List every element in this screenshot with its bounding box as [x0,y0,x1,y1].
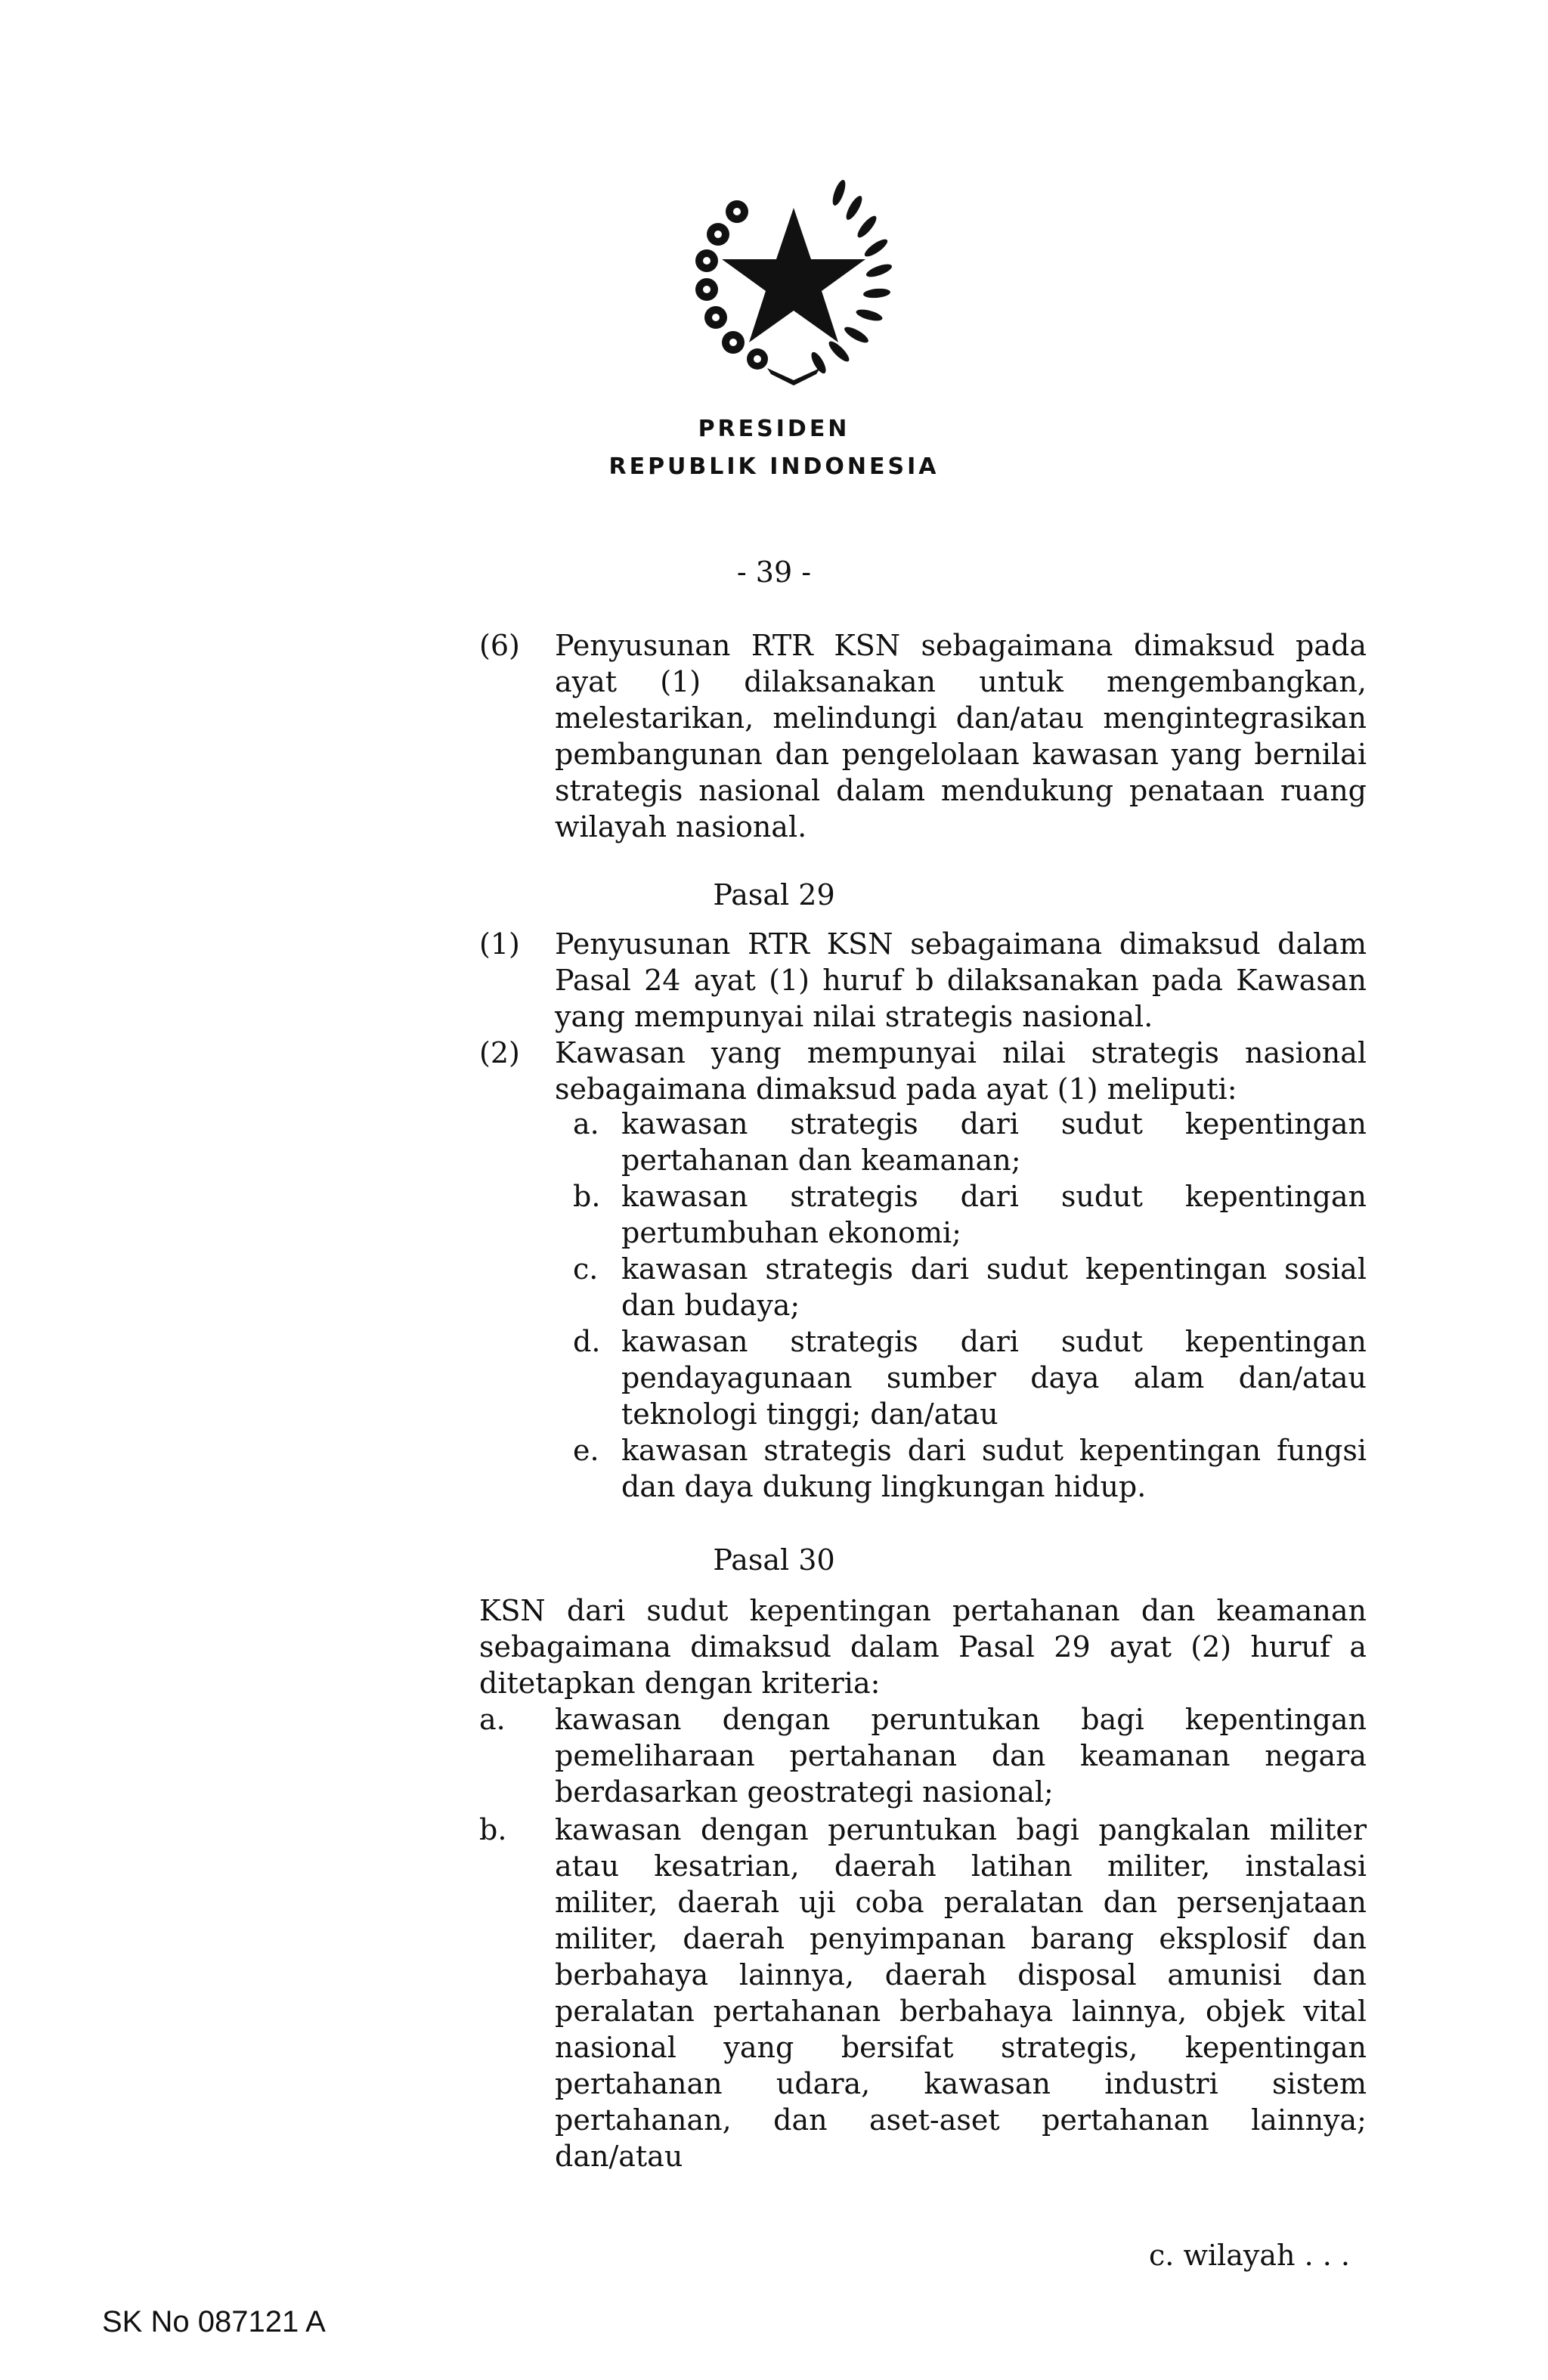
subitem-line: teknologi tinggi; dan/atau [621,1397,998,1431]
sk-number: SK No 087121 A [102,2305,326,2338]
subitem-marker: e. [573,1434,599,1467]
section-6-line: wilayah nasional. [555,810,807,843]
pasal-29-item-2-line: sebagaimana dimaksud pada ayat (1) meliputi: [555,1072,1237,1106]
subitem-marker: d. [573,1325,601,1358]
subitem-line: kawasan strategis dari sudut kepentingan [621,1180,1367,1213]
pasal-30-heading: Pasal 30 [713,1543,835,1577]
subitem-marker: c. [573,1252,599,1286]
pasal-30-item-b-line: militer, daerah penyimpanan barang eksplosif dan [555,1922,1367,1955]
pasal-30-intro-line: sebagaimana dimaksud dalam Pasal 29 ayat (2) huruf a [479,1630,1367,1664]
continuation-text: c. wilayah . . . [1149,2239,1350,2272]
pasal-30-intro-line: ditetapkan dengan kriteria: [479,1667,881,1700]
pasal-30-item-a-line: kawasan dengan peruntukan bagi kepentingan [555,1703,1367,1736]
pasal-30-item-b-line: peralatan pertahanan berbahaya lainnya, objek vital [555,1995,1367,2028]
section-6-line: Penyusunan RTR KSN sebagaimana dimaksud pada [555,629,1367,662]
pasal-30-item-b-line: pertahanan udara, kawasan industri sistem [555,2067,1367,2100]
pasal-29-item-1-marker: (1) [479,927,520,961]
header-title-republik-indonesia: REPUBLIK INDONESIA [608,453,940,480]
pasal-29-item-2-marker: (2) [479,1036,520,1069]
subitem-marker: b. [573,1180,601,1213]
subitem-line: kawasan strategis dari sudut kepentingan sosial [621,1252,1367,1286]
subitem-line: kawasan strategis dari sudut kepentingan [621,1107,1367,1140]
subitem-line: kawasan strategis dari sudut kepentingan fungsi [621,1434,1367,1467]
header-title-presiden: PRESIDEN [698,416,850,442]
pasal-29-heading: Pasal 29 [713,878,835,911]
page-number: - 39 - [736,556,812,589]
section-6-line: ayat (1) dilaksanakan untuk mengembangkan, [555,665,1367,698]
pasal-30-item-b-line: kawasan dengan peruntukan bagi pangkalan militer [555,1813,1367,1846]
subitem-line: pertumbuhan ekonomi; [621,1216,961,1249]
pasal-30-item-b-line: militer, daerah uji coba peralatan dan persenjataan [555,1886,1367,1919]
section-6-line: pembangunan dan pengelolaan kawasan yang bernilai [555,738,1367,771]
pasal-30-item-b-line: atau kesatrian, daerah latihan militer, instalasi [555,1849,1367,1883]
subitem-line: kawasan strategis dari sudut kepentingan [621,1325,1367,1358]
section-6-line: strategis nasional dalam mendukung penataan ruang [555,774,1367,807]
subitem-line: pertahanan dan keamanan; [621,1144,1021,1177]
subitem-line: pendayagunaan sumber daya alam dan/atau [621,1361,1367,1394]
pasal-30-item-a-line: berdasarkan geostrategi nasional; [555,1775,1054,1809]
pasal-29-item-1-line: Pasal 24 ayat (1) huruf b dilaksanakan pada Kawasan [555,964,1367,997]
section-6-line: melestarikan, melindungi dan/atau mengintegrasikan [555,701,1367,735]
pasal-29-item-1-line: yang mempunyai nilai strategis nasional. [555,1000,1153,1033]
pasal-30-item-b-marker: b. [479,1813,507,1846]
pasal-30-item-b-line: berbahaya lainnya, daerah disposal amunisi dan [555,1958,1367,1992]
subitem-marker: a. [573,1107,599,1140]
pasal-30-item-b-line: dan/atau [555,2140,683,2173]
garuda-star-wreath-emblem-icon [684,170,903,389]
pasal-29-item-2-line: Kawasan yang mempunyai nilai strategis nasional [555,1036,1367,1069]
pasal-30-item-b-line: pertahanan, dan aset-aset pertahanan lainnya; [555,2103,1367,2137]
pasal-30-intro-line: KSN dari sudut kepentingan pertahanan dan keamanan [479,1594,1367,1627]
subitem-line: dan budaya; [621,1289,800,1322]
section-6-marker: (6) [479,629,520,662]
pasal-30-item-b-line: nasional yang bersifat strategis, kepentingan [555,2031,1367,2064]
pasal-30-item-a-line: pemeliharaan pertahanan dan keamanan negara [555,1739,1367,1772]
subitem-line: dan daya dukung lingkungan hidup. [621,1470,1147,1503]
pasal-30-item-a-marker: a. [479,1703,506,1736]
pasal-29-item-1-line: Penyusunan RTR KSN sebagaimana dimaksud dalam [555,927,1367,961]
